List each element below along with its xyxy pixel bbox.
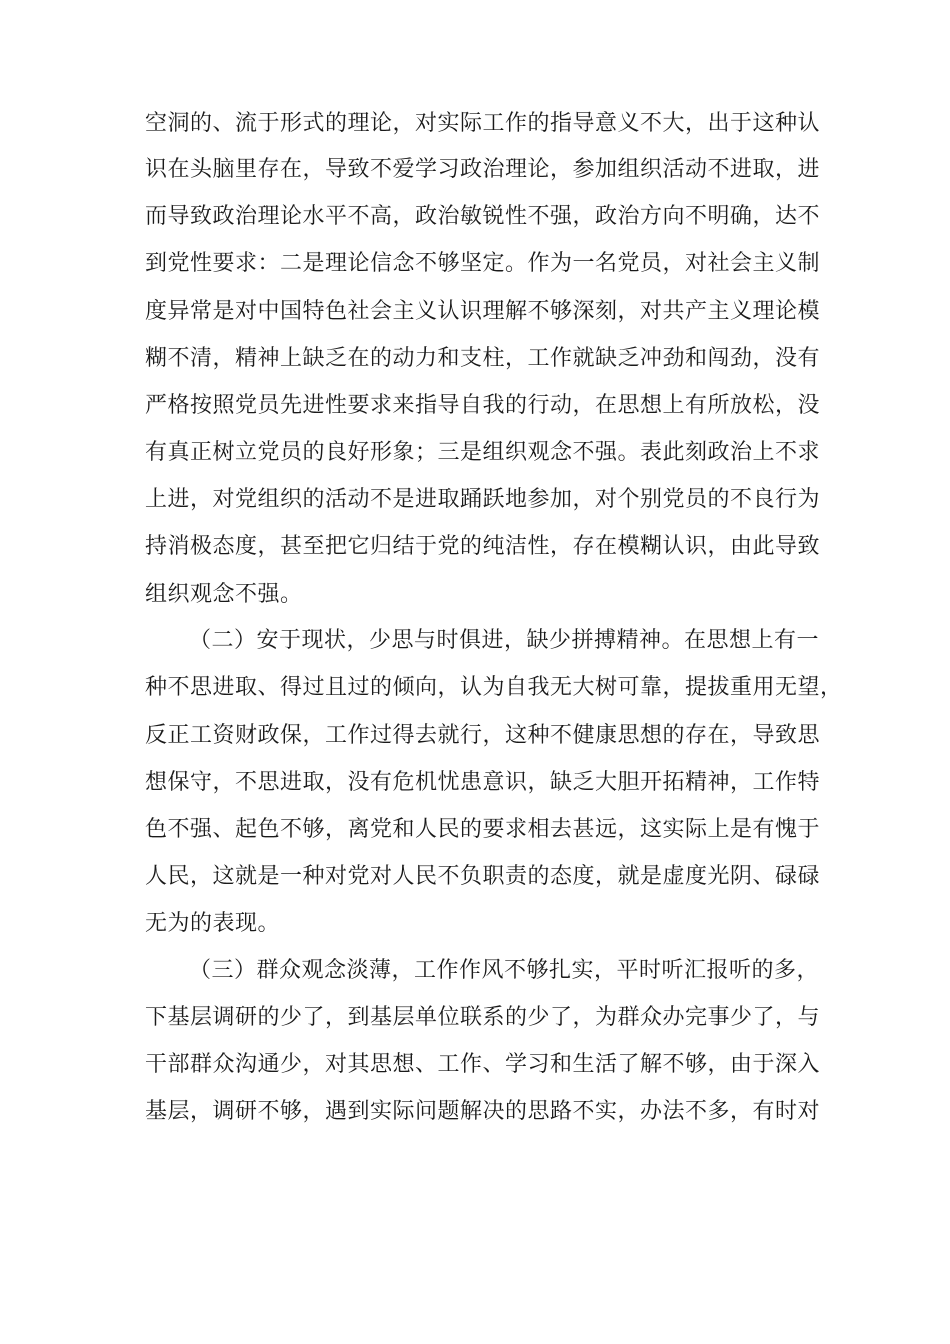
paragraph-2-line-3: 反正工资财政保，工作过得去就行，这种不健康思想的存在，导致思 bbox=[145, 723, 821, 748]
paragraph-1-line-9: 上进，对党组织的活动不是进取踊跃地参加，对个别党员的不良行为 bbox=[145, 487, 821, 512]
paragraph-1-line-4: 到党性要求：二是理论信念不够坚定。作为一名党员，对社会主义制 bbox=[145, 251, 821, 276]
body-text bbox=[145, 0, 843, 1344]
paragraph-3-line-3: 干部群众沟通少，对其思想、工作、学习和生活了解不够，由于深入 bbox=[145, 1052, 821, 1077]
paragraph-1-line-8: 有真正树立党员的良好形象；三是组织观念不强。表此刻政治上不求 bbox=[145, 440, 821, 465]
paragraph-2-line-4: 想保守，不思进取，没有危机忧患意识，缺乏大胆开拓精神，工作特 bbox=[145, 770, 821, 795]
paragraph-3-line-4: 基层，调研不够，遇到实际问题解决的思路不实，办法不多，有时对 bbox=[145, 1099, 821, 1124]
paragraph-2-line-5: 色不强、起色不够，离党和人民的要求相去甚远，这实际上是有愧于 bbox=[145, 817, 821, 842]
paragraph-2-line-2: 种不思进取、得过且过的倾向，认为自我无大树可靠，提拔重用无望， bbox=[145, 675, 843, 700]
paragraph-1-line-5: 度异常是对中国特色社会主义认识理解不够深刻，对共产主义理论模 bbox=[145, 299, 821, 324]
paragraph-1-line-6: 糊不清，精神上缺乏在的动力和支柱，工作就缺乏冲劲和闯劲，没有 bbox=[145, 346, 821, 371]
paragraph-2-line-6: 人民，这就是一种对党对人民不负职责的态度，就是虚度光阴、碌碌 bbox=[145, 864, 821, 889]
paragraph-1-line-7: 严格按照党员先进性要求来指导自我的行动，在思想上有所放松，没 bbox=[145, 393, 821, 418]
paragraph-1-line-1: 空洞的、流于形式的理论，对实际工作的指导意义不大，出于这种认 bbox=[145, 111, 821, 136]
paragraph-2-line-1: （二）安于现状，少思与时俱进，缺少拼搏精神。在思想上有一 bbox=[189, 628, 820, 653]
paragraph-3-line-2: 下基层调研的少了，到基层单位联系的少了，为群众办完事少了，与 bbox=[145, 1005, 821, 1030]
paragraph-3-line-1: （三）群众观念淡薄，工作作风不够扎实，平时听汇报听的多， bbox=[189, 958, 820, 983]
paragraph-1-line-2: 识在头脑里存在，导致不爱学习政治理论，参加组织活动不进取，进 bbox=[145, 157, 821, 182]
paragraph-1-line-10: 持消极态度，甚至把它归结于党的纯洁性，存在模糊认识，由此导致 bbox=[145, 534, 821, 559]
paragraph-1-line-11: 组织观念不强。 bbox=[145, 582, 303, 607]
paragraph-2-line-7: 无为的表现。 bbox=[145, 911, 281, 936]
paragraph-1-line-3: 而导致政治理论水平不高，政治敏锐性不强，政治方向不明确，达不 bbox=[145, 204, 821, 229]
